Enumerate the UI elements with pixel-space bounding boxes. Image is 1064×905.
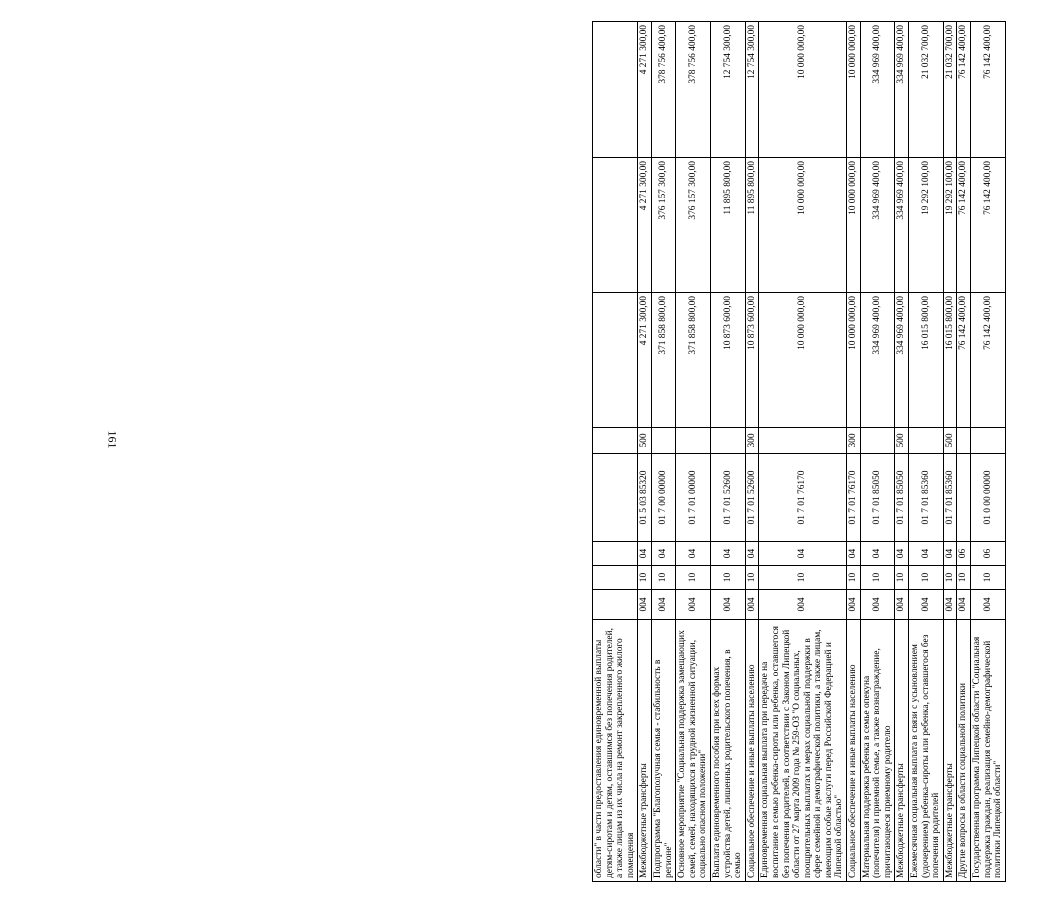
expense-type-code: 500 bbox=[895, 428, 909, 454]
amount-year-2: 376 157 300,00 bbox=[651, 158, 675, 293]
table-row bbox=[745, 22, 759, 882]
table-row bbox=[971, 22, 1006, 882]
admin-code: 004 bbox=[759, 590, 847, 620]
amount-year-1: 334 969 400,00 bbox=[895, 293, 909, 428]
amount-year-2: 76 142 400,00 bbox=[957, 158, 971, 293]
row-name: Подпрограмма "Благополучная семья - стабильность в регионе" bbox=[651, 620, 675, 882]
target-article-code bbox=[593, 454, 638, 542]
table-row bbox=[909, 22, 944, 882]
admin-code: 004 bbox=[895, 590, 909, 620]
admin-code bbox=[593, 590, 638, 620]
amount-year-2: 4 271 300,00 bbox=[638, 158, 652, 293]
amount-year-1: 10 873 600,00 bbox=[745, 293, 759, 428]
admin-code: 004 bbox=[710, 590, 745, 620]
section-code: 10 bbox=[638, 566, 652, 590]
admin-code: 004 bbox=[638, 590, 652, 620]
expense-type-code: 500 bbox=[638, 428, 652, 454]
amount-year-2: 334 969 400,00 bbox=[895, 158, 909, 293]
row-name: Межбюджетные трансферты bbox=[895, 620, 909, 882]
subsection-code: 04 bbox=[759, 542, 847, 566]
target-article-code: 01 7 01 76170 bbox=[847, 454, 861, 542]
subsection-code: 04 bbox=[676, 542, 711, 566]
subsection-code bbox=[593, 542, 638, 566]
section-code bbox=[593, 566, 638, 590]
table-row bbox=[847, 22, 861, 882]
amount-year-3: 378 756 400,00 bbox=[651, 22, 675, 158]
expense-type-code bbox=[651, 428, 675, 454]
amount-year-2 bbox=[593, 158, 638, 293]
row-name: Основное мероприятие "Социальная поддержка замещающих семей, семей, находящихся в трудной жизненной ситуации, социально опасном положении" bbox=[676, 620, 711, 882]
admin-code: 004 bbox=[651, 590, 675, 620]
subsection-code: 06 bbox=[957, 542, 971, 566]
amount-year-2: 10 000 000,00 bbox=[759, 158, 847, 293]
expense-type-code: 300 bbox=[847, 428, 861, 454]
table-row bbox=[638, 22, 652, 882]
section-code: 10 bbox=[943, 566, 957, 590]
amount-year-1: 76 142 400,00 bbox=[971, 293, 1006, 428]
target-article-code: 01 7 01 85050 bbox=[895, 454, 909, 542]
row-name: Выплата единовременного пособия при всех формах устройства детей, лишенных родительского попечения, в семью bbox=[710, 620, 745, 882]
row-name: Другие вопросы в области социальной политики bbox=[957, 620, 971, 882]
amount-year-3: 10 000 000,00 bbox=[759, 22, 847, 158]
subsection-code: 04 bbox=[943, 542, 957, 566]
subsection-code: 04 bbox=[651, 542, 675, 566]
target-article-code: 01 7 01 00000 bbox=[676, 454, 711, 542]
amount-year-1: 371 858 800,00 bbox=[676, 293, 711, 428]
amount-year-1: 16 015 800,00 bbox=[909, 293, 944, 428]
admin-code: 004 bbox=[957, 590, 971, 620]
row-name: Материальная поддержка ребенка в семье опекуна (попечителя) и приемной семье, а также вознаграждение, причитающееся приемному родителю bbox=[860, 620, 895, 882]
amount-year-1: 10 000 000,00 bbox=[847, 293, 861, 428]
amount-year-1: 10 000 000,00 bbox=[759, 293, 847, 428]
amount-year-2: 334 969 400,00 bbox=[860, 158, 895, 293]
amount-year-3 bbox=[593, 22, 638, 158]
section-code: 10 bbox=[759, 566, 847, 590]
table-row bbox=[676, 22, 711, 882]
budget-table bbox=[592, 21, 1006, 882]
amount-year-1: 76 142 400,00 bbox=[957, 293, 971, 428]
expense-type-code bbox=[759, 428, 847, 454]
amount-year-2: 19 292 100,00 bbox=[943, 158, 957, 293]
section-code: 10 bbox=[860, 566, 895, 590]
expense-type-code bbox=[676, 428, 711, 454]
table-row bbox=[943, 22, 957, 882]
amount-year-3: 4 271 300,00 bbox=[638, 22, 652, 158]
section-code: 10 bbox=[909, 566, 944, 590]
subsection-code: 06 bbox=[971, 542, 1006, 566]
admin-code: 004 bbox=[745, 590, 759, 620]
target-article-code: 01 7 01 85360 bbox=[909, 454, 944, 542]
page-number: 161 bbox=[105, 430, 120, 449]
amount-year-3: 12 754 300,00 bbox=[710, 22, 745, 158]
section-code: 10 bbox=[847, 566, 861, 590]
expense-type-code bbox=[860, 428, 895, 454]
table-row bbox=[593, 22, 638, 882]
amount-year-1: 10 873 600,00 bbox=[710, 293, 745, 428]
amount-year-2: 376 157 300,00 bbox=[676, 158, 711, 293]
subsection-code: 04 bbox=[909, 542, 944, 566]
amount-year-1: 4 271 300,00 bbox=[638, 293, 652, 428]
row-name: Единовременная социальная выплата при передаче на воспитание в семью ребенка-сироты или ребенка, оставшегося без попечения родителей, в соответствии с Законом Липецкой области от 27 марта 2009 года № 259-ОЗ "О социальных, поощрительных выплатах и мерах социальной поддержки в сфере семейной и демографической политики, а также лицам, имеющим особые заслуги перед Российской Федерацией и Липецкой областью" bbox=[759, 620, 847, 882]
target-article-code: 01 7 01 52600 bbox=[745, 454, 759, 542]
amount-year-1: 16 015 800,00 bbox=[943, 293, 957, 428]
subsection-code: 04 bbox=[847, 542, 861, 566]
section-code: 10 bbox=[957, 566, 971, 590]
amount-year-1 bbox=[593, 293, 638, 428]
amount-year-3: 334 969 400,00 bbox=[860, 22, 895, 158]
target-article-code: 01 7 01 85360 bbox=[943, 454, 957, 542]
section-code: 10 bbox=[710, 566, 745, 590]
amount-year-1: 371 858 800,00 bbox=[651, 293, 675, 428]
amount-year-3: 12 754 300,00 bbox=[745, 22, 759, 158]
table-row bbox=[895, 22, 909, 882]
expense-type-code: 300 bbox=[745, 428, 759, 454]
admin-code: 004 bbox=[971, 590, 1006, 620]
table-row bbox=[651, 22, 675, 882]
section-code: 10 bbox=[651, 566, 675, 590]
target-article-code: 01 7 00 00000 bbox=[651, 454, 675, 542]
amount-year-2: 76 142 400,00 bbox=[971, 158, 1006, 293]
amount-year-3: 10 000 000,00 bbox=[847, 22, 861, 158]
row-name: Межбюджетные трансферты bbox=[638, 620, 652, 882]
subsection-code: 04 bbox=[710, 542, 745, 566]
target-article-code: 01 0 00 00000 bbox=[971, 454, 1006, 542]
subsection-code: 04 bbox=[895, 542, 909, 566]
table-row bbox=[860, 22, 895, 882]
amount-year-2: 11 895 800,00 bbox=[745, 158, 759, 293]
amount-year-3: 378 756 400,00 bbox=[676, 22, 711, 158]
amount-year-2: 11 895 800,00 bbox=[710, 158, 745, 293]
admin-code: 004 bbox=[847, 590, 861, 620]
expense-type-code: 500 bbox=[943, 428, 957, 454]
section-code: 10 bbox=[895, 566, 909, 590]
section-code: 10 bbox=[676, 566, 711, 590]
amount-year-1: 334 969 400,00 bbox=[860, 293, 895, 428]
target-article-code: 01 7 01 52600 bbox=[710, 454, 745, 542]
expense-type-code bbox=[909, 428, 944, 454]
amount-year-3: 21 032 700,00 bbox=[909, 22, 944, 158]
target-article-code: 01 5 03 85320 bbox=[638, 454, 652, 542]
admin-code: 004 bbox=[909, 590, 944, 620]
section-code: 10 bbox=[971, 566, 1006, 590]
row-name: Межбюджетные трансферты bbox=[943, 620, 957, 882]
expense-type-code bbox=[710, 428, 745, 454]
amount-year-2: 10 000 000,00 bbox=[847, 158, 861, 293]
target-article-code bbox=[957, 454, 971, 542]
table-row bbox=[710, 22, 745, 882]
row-name: области" в части предоставления единовременной выплаты детям-сиротам и детям, оставшимся без попечения родителей, а также лицам из их числа на ремонт закрепленного жилого помещения bbox=[593, 620, 638, 882]
row-name: Социальное обеспечение и иные выплаты населению bbox=[847, 620, 861, 882]
expense-type-code bbox=[957, 428, 971, 454]
expense-type-code bbox=[593, 428, 638, 454]
row-name: Социальное обеспечение и иные выплаты населению bbox=[745, 620, 759, 882]
table-row bbox=[957, 22, 971, 882]
admin-code: 004 bbox=[943, 590, 957, 620]
subsection-code: 04 bbox=[860, 542, 895, 566]
row-name: Ежемесячная социальная выплата в связи с усыновлением (удочерением) ребенка-сироты или ребенка, оставшегося без попечения родителей bbox=[909, 620, 944, 882]
amount-year-3: 76 142 400,00 bbox=[971, 22, 1006, 158]
table-row bbox=[759, 22, 847, 882]
target-article-code: 01 7 01 85050 bbox=[860, 454, 895, 542]
amount-year-3: 334 969 400,00 bbox=[895, 22, 909, 158]
subsection-code: 04 bbox=[638, 542, 652, 566]
admin-code: 004 bbox=[860, 590, 895, 620]
amount-year-3: 21 032 700,00 bbox=[943, 22, 957, 158]
target-article-code: 01 7 01 76170 bbox=[759, 454, 847, 542]
subsection-code: 04 bbox=[745, 542, 759, 566]
row-name: Государственная программа Липецкой области "Социальная поддержка граждан, реализация семейно-демографической политики Липецкой области" bbox=[971, 620, 1006, 882]
rotated-page-content bbox=[592, 22, 1064, 882]
section-code: 10 bbox=[745, 566, 759, 590]
amount-year-3: 76 142 400,00 bbox=[957, 22, 971, 158]
admin-code: 004 bbox=[676, 590, 711, 620]
expense-type-code bbox=[971, 428, 1006, 454]
amount-year-2: 19 292 100,00 bbox=[909, 158, 944, 293]
